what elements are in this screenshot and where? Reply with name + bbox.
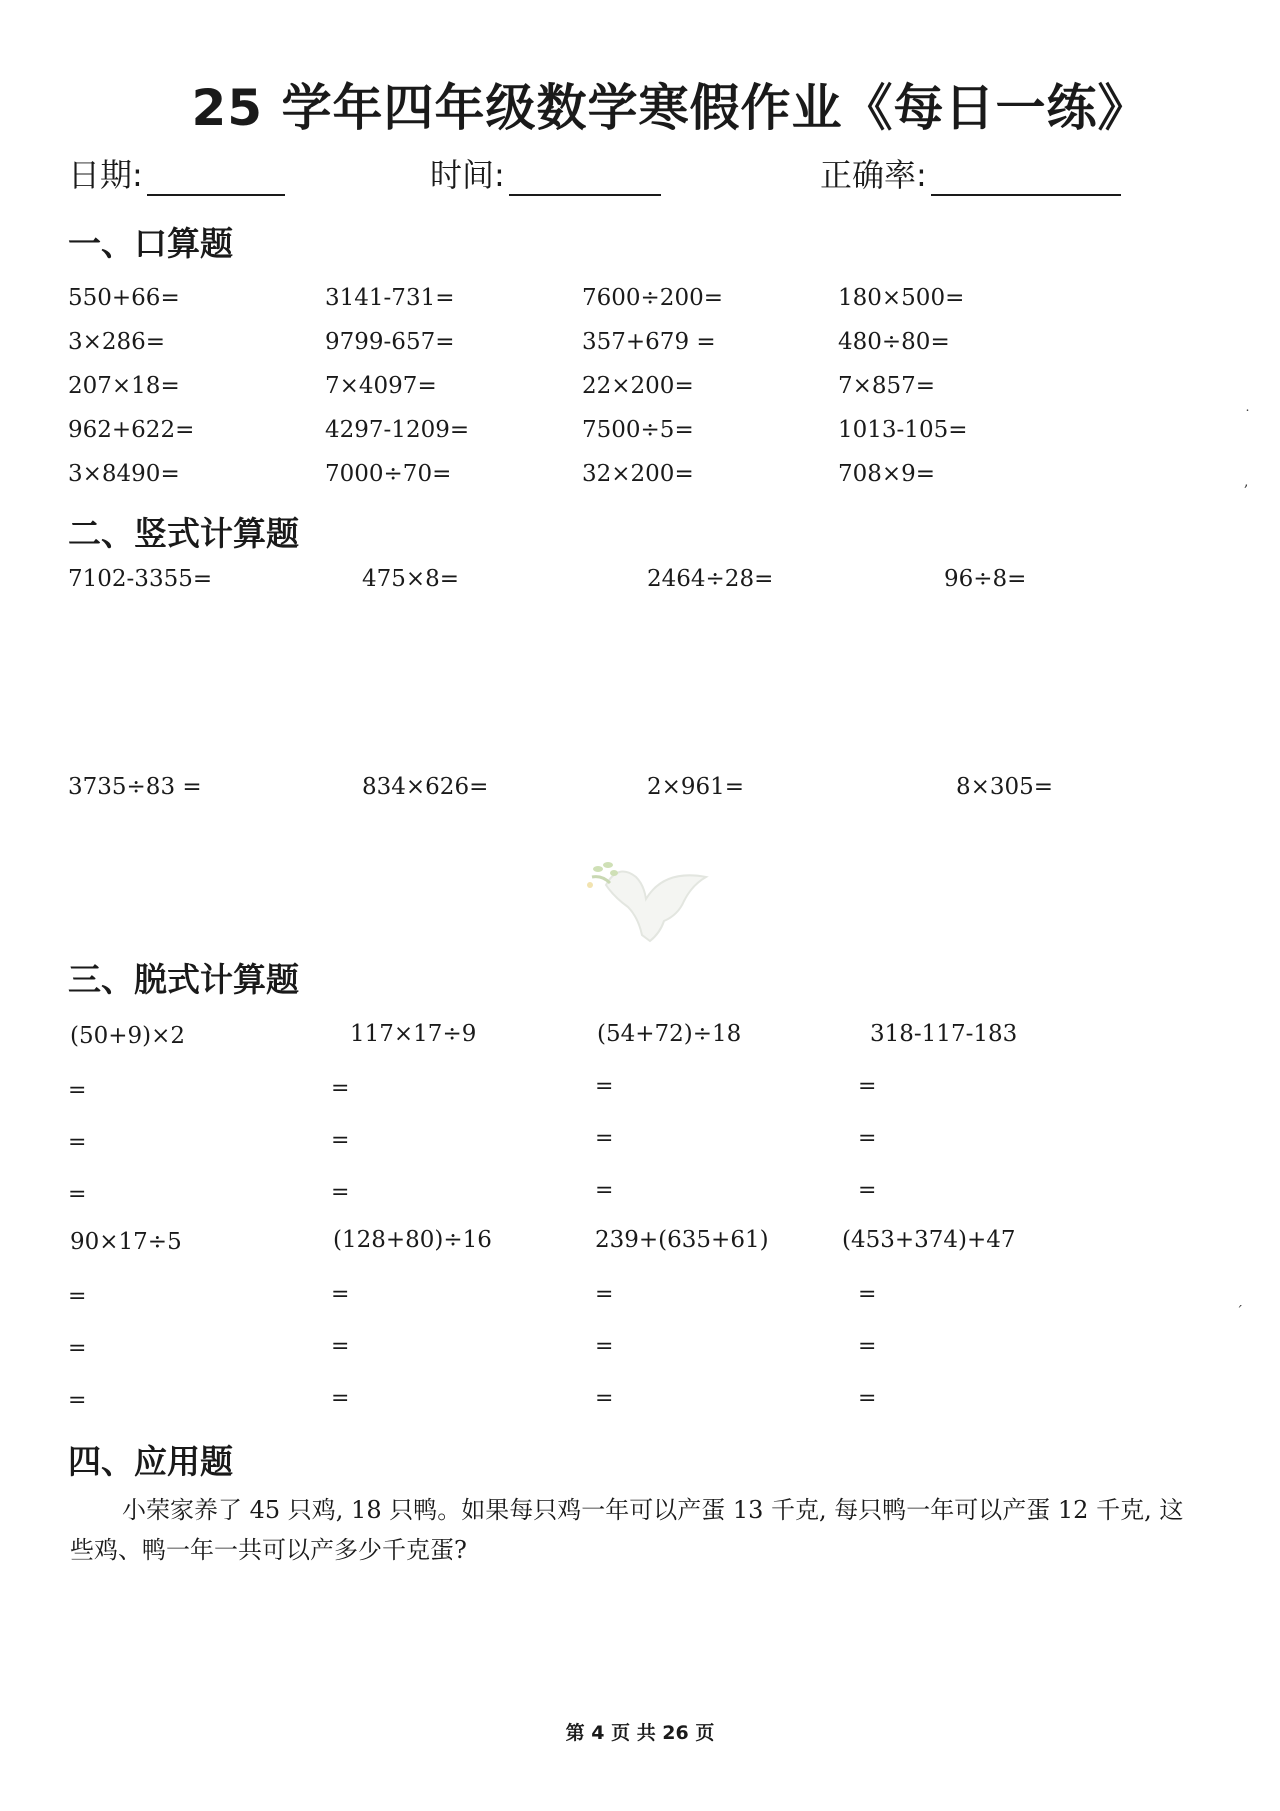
mental-problem: 480÷80= [838,329,950,355]
equals-sign: = [858,1178,877,1203]
vertical-problem: 475×8= [362,566,460,592]
equals-sign: = [858,1126,877,1151]
vertical-problem: 96÷8= [944,566,1027,592]
time-label: 时间: [430,156,505,194]
scan-speck: , [1244,474,1249,490]
date-blank [147,164,285,196]
page-footer: 第 4 页 共 26 页 [565,1722,715,1744]
equals-sign: = [331,1334,350,1359]
mental-problem: 9799-657= [325,329,455,355]
step-problem: 318-117-183 [870,1021,1018,1047]
mental-problem: 550+66= [68,285,180,311]
equals-sign: = [331,1180,350,1205]
equals-sign: = [595,1178,614,1203]
mental-problem: 7×857= [838,373,936,399]
mental-problem: 357+679 = [582,329,716,355]
info-row [0,150,1280,200]
mental-problem: 7000÷70= [325,461,452,487]
time-field [430,150,661,196]
equals-sign: = [331,1282,350,1307]
vertical-problem: 8×305= [956,774,1054,800]
mental-problem: 3141-731= [325,285,455,311]
equals-sign: = [68,1182,87,1207]
word-problem-text [70,1490,1190,1570]
scan-speck: ˙ [1244,408,1251,424]
equals-sign: = [595,1282,614,1307]
equals-sign: = [858,1386,877,1411]
date-label: 日期: [68,156,143,194]
equals-sign: = [858,1334,877,1359]
equals-sign: = [595,1386,614,1411]
mental-problem: 3×8490= [68,461,180,487]
step-problem: (453+374)+47 [842,1227,1016,1253]
mental-problem: 7600÷200= [582,285,723,311]
vertical-problem: 3735÷83 = [68,774,202,800]
step-problem: (54+72)÷18 [597,1021,742,1047]
equals-sign: = [331,1386,350,1411]
mental-problem: 207×18= [68,373,180,399]
accuracy-label: 正确率: [820,156,927,194]
vertical-problem: 2×961= [647,774,745,800]
equals-sign: = [595,1334,614,1359]
scan-speck: ˊ [1236,1304,1243,1320]
step-problem: 90×17÷5 [70,1229,182,1255]
step-problem: (50+9)×2 [70,1023,186,1049]
page-title: 25 学年四年级数学寒假作业《每日一练》 [191,79,1149,137]
vertical-problem: 7102-3355= [68,566,213,592]
mental-problem: 3×286= [68,329,166,355]
date-field [68,150,285,196]
time-blank [509,164,661,196]
vertical-problem: 2464÷28= [647,566,774,592]
section-heading-word-problem: 四、应用题 [68,1442,233,1481]
word-problem-body: 小荣家养了 45 只鸡, 18 只鸭。如果每只鸡一年可以产蛋 13 千克, 每只鸭一年可以产蛋 12 千克, 这些鸡、鸭一年一共可以产多少千克蛋? [70,1496,1184,1564]
step-problem: (128+80)÷16 [333,1227,492,1253]
mental-problem: 4297-1209= [325,417,470,443]
equals-sign: = [595,1126,614,1151]
equals-sign: = [68,1078,87,1103]
accuracy-field [820,150,1121,196]
mental-problem: 22×200= [582,373,694,399]
section-heading-mental-math: 一、口算题 [68,224,233,263]
equals-sign: = [68,1130,87,1155]
dove-with-olive-branch-icon [586,855,716,965]
section-heading-step-calc: 三、脱式计算题 [68,960,299,999]
step-problem: 239+(635+61) [595,1227,769,1253]
equals-sign: = [68,1284,87,1309]
equals-sign: = [595,1074,614,1099]
section-heading-vertical-calc: 二、竖式计算题 [68,514,299,553]
mental-problem: 7×4097= [325,373,437,399]
mental-problem: 7500÷5= [582,417,694,443]
equals-sign: = [68,1388,87,1413]
mental-problem: 962+622= [68,417,195,443]
mental-problem: 1013-105= [838,417,968,443]
accuracy-blank [931,164,1121,196]
equals-sign: = [331,1128,350,1153]
equals-sign: = [68,1336,87,1361]
step-problem: 117×17÷9 [350,1021,477,1047]
equals-sign: = [858,1074,877,1099]
vertical-problem: 834×626= [362,774,489,800]
equals-sign: = [858,1282,877,1307]
equals-sign: = [331,1076,350,1101]
mental-problem: 180×500= [838,285,965,311]
mental-problem: 708×9= [838,461,936,487]
mental-problem: 32×200= [582,461,694,487]
